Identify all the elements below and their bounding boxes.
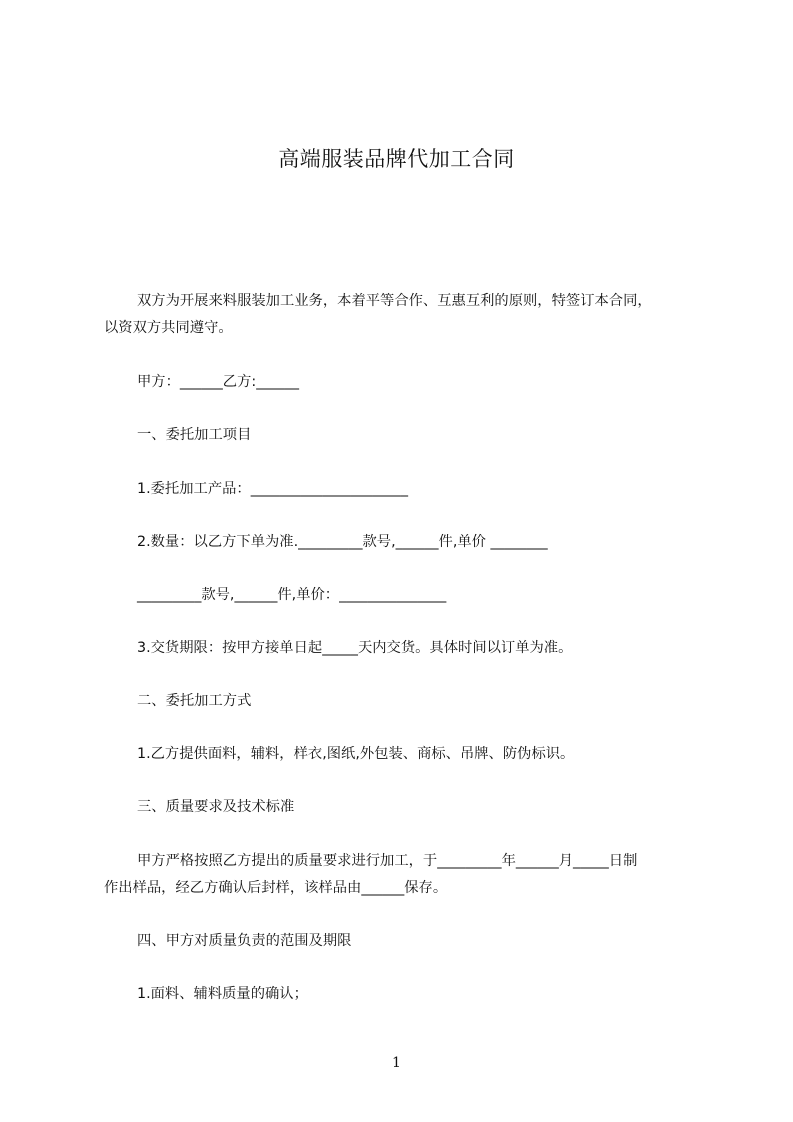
page-number: 1: [392, 1055, 401, 1071]
para-3-line-1: 甲方严格按照乙方提出的质量要求进行加工，于_________年______月_____日制: [137, 853, 638, 869]
parties-line: 甲方：______乙方:______: [137, 374, 300, 390]
section-1-heading: 一、委托加工项目: [137, 427, 252, 443]
section-3-heading: 三、质量要求及技术标准: [137, 799, 295, 815]
intro-line-1: 双方为开展来料服装加工业务，本着平等合作、互惠互利的原则，特签订本合同，: [137, 293, 652, 309]
item-4-1: 1.面料、辅料质量的确认；: [137, 986, 308, 1002]
item-1-1: 1.委托加工产品：______________________: [137, 481, 408, 497]
item-1-3: 3.交货期限：按甲方接单日起_____天内交货。具体时间以订单为准。: [137, 640, 573, 656]
document-title: 高端服装品牌代加工合同: [278, 147, 515, 171]
item-1-2b: _________款号,______件,单价：_______________: [137, 587, 447, 603]
para-3-line-2: 作出样品，经乙方确认后封样，该样品由______保存。: [104, 880, 448, 896]
section-2-heading: 二、委托加工方式: [137, 693, 252, 709]
section-4-heading: 四、甲方对质量负责的范围及期限: [137, 933, 352, 949]
item-2-1: 1.乙方提供面料，辅料，样衣,图纸,外包装、商标、吊牌、防伪标识。: [137, 746, 575, 762]
item-1-2a: 2.数量：以乙方下单为准._________款号,______件,单价 ________: [137, 534, 548, 550]
intro-line-2: 以资双方共同遵守。: [104, 320, 233, 336]
